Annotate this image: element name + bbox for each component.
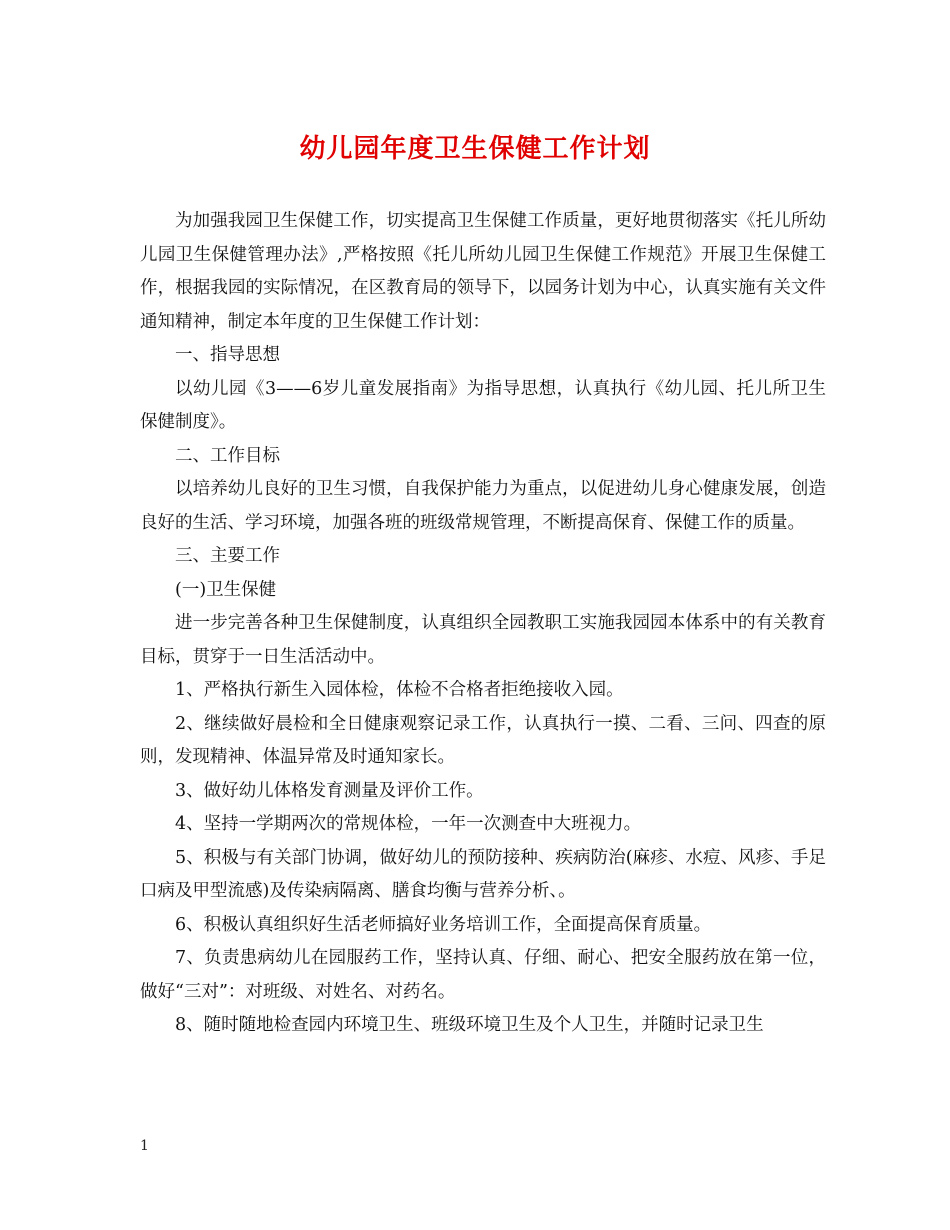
list-item: 3、做好幼儿体格发育测量及评价工作。 [175, 780, 484, 801]
list-item: 1、严格执行新生入园体检，体检不合格者拒绝接收入园。 [175, 680, 624, 700]
list-item: 5、积极与有关部门协调，做好幼儿的预防接种、疾病防治(麻疹、水痘、风疹、手足口病及甲型流感)及传染病隔离、膳食均衡与营养分析、。 [140, 847, 826, 901]
guiding-ideology-paragraph: 以幼儿园《3——6岁儿童发展指南》为指导思想，认真执行《幼儿园、托儿所卫生保健制度》。 [140, 378, 826, 432]
work-goals-paragraph: 以培养幼儿良好的卫生习惯，自我保护能力为重点，以促进幼儿身心健康发展，创造良好的生活、学习环境，加强各班的班级常规管理，不断提高保育、保健工作的质量。 [140, 479, 826, 533]
section-heading-work-goals: 二、工作目标 [175, 445, 280, 466]
section-heading-main-work: 三、主要工作 [175, 546, 280, 566]
health-care-paragraph: 进一步完善各种卫生保健制度，认真组织全园教职工实施我园园本体系中的有关教育目标，贯穿于一日生活活动中。 [140, 613, 826, 667]
list-item: 8、随时随地检查园内环境卫生、班级环境卫生及个人卫生，并随时记录卫生 [175, 1015, 764, 1035]
section-heading-guiding-ideology: 一、指导思想 [175, 345, 280, 365]
list-item: 2、继续做好晨检和全日健康观察记录工作，认真执行一摸、二看、三问、四查的原则，发现精神、体温异常及时通知家长。 [140, 713, 826, 767]
subsection-heading-health-care: (一)卫生保健 [175, 579, 277, 600]
page-number: 1 [140, 1138, 149, 1154]
list-item: 4、坚持一学期两次的常规体检，一年一次测查中大班视力。 [175, 814, 642, 834]
intro-paragraph: 为加强我园卫生保健工作，切实提高卫生保健工作质量，更好地贯彻落实《托儿所幼儿园卫生保健管理办法》,严格按照《托儿所幼儿园卫生保健工作规范》开展卫生保健工作，根据我园的实际情况，在区教育局的领导下，以园务计划为中心，认真实施有关文件通知精神，制定本年度的卫生保健工作计划： [140, 211, 826, 332]
list-item: 6、积极认真组织好生活老师搞好业务培训工作，全面提高保育质量。 [175, 914, 712, 935]
document-body [140, 205, 826, 1043]
document-title: 幼儿园年度卫生保健工作计划 [299, 134, 651, 164]
list-item: 7、负责患病幼儿在园服药工作，坚持认真、仔细、耐心、把安全服药放在第一位，做好“三对”：对班级、对姓名、对药名。 [140, 948, 826, 1002]
